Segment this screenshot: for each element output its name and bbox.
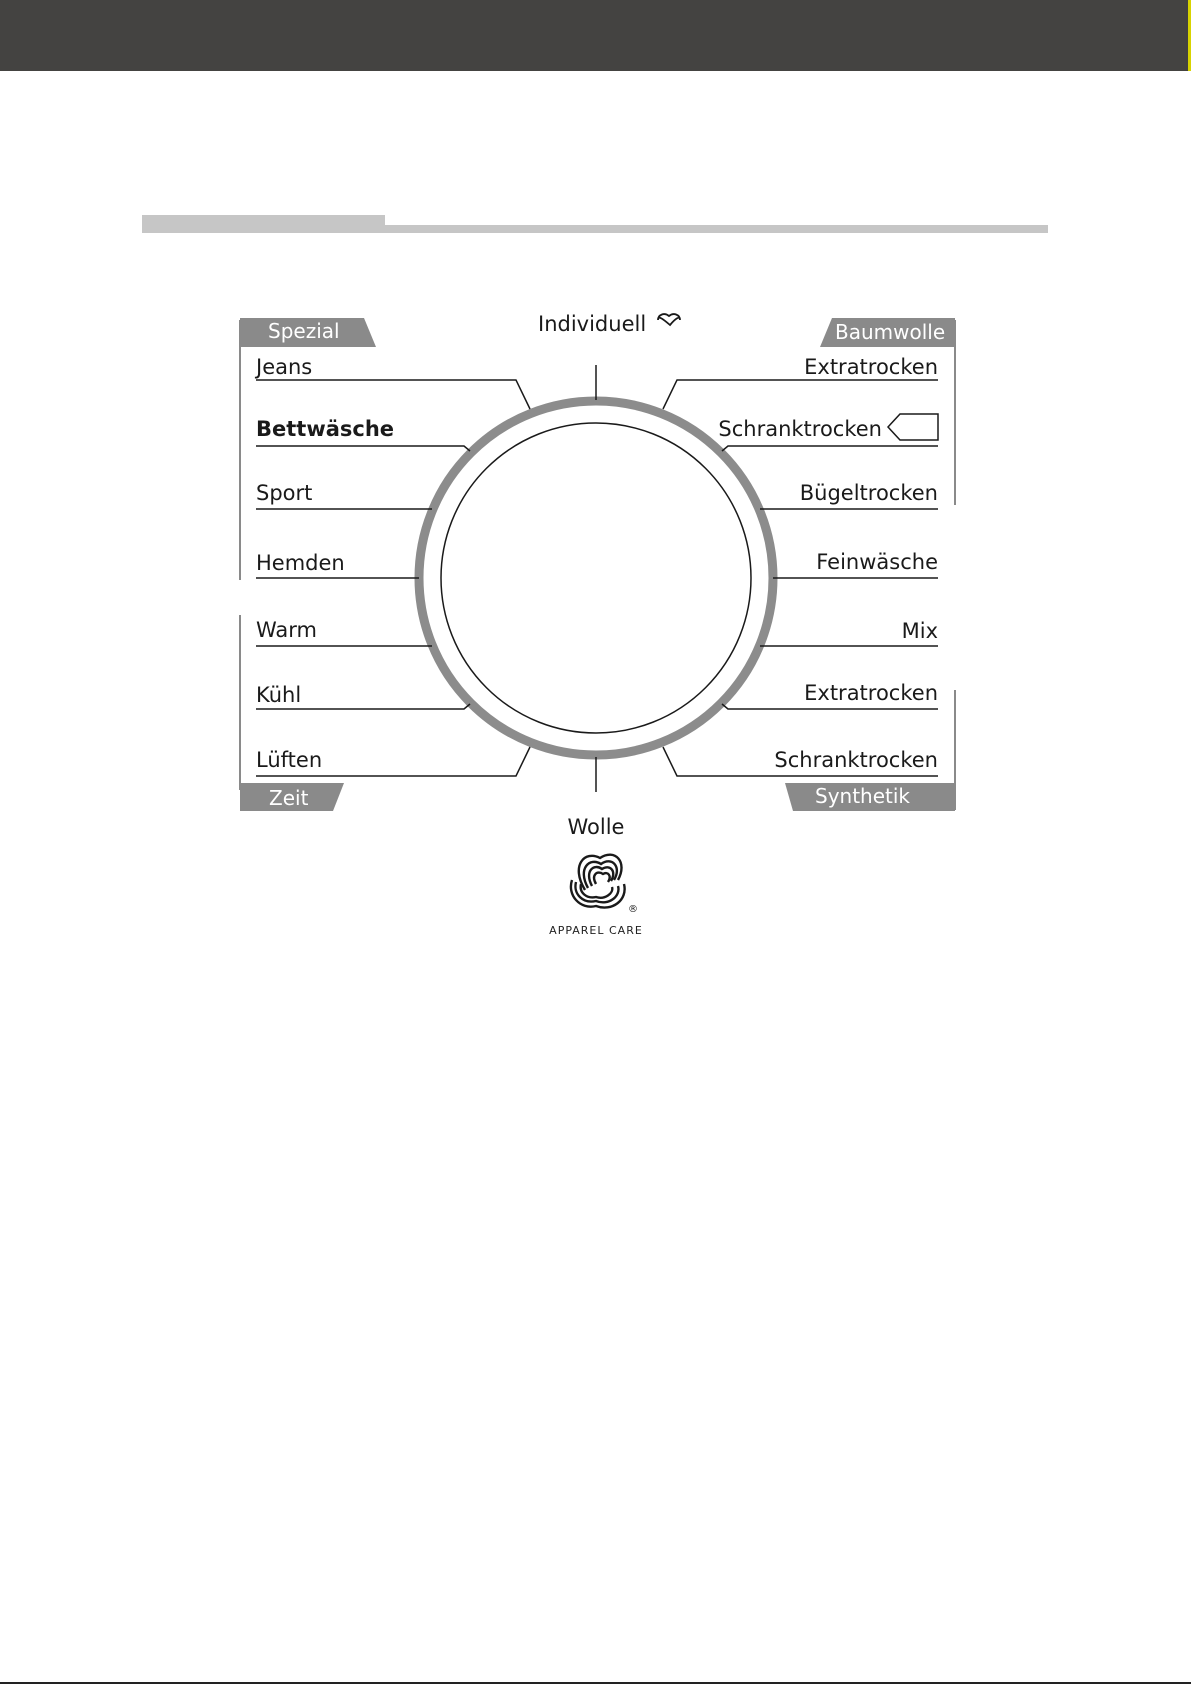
registered-mark: ® bbox=[628, 904, 638, 915]
label-buegeltrocken: Bügeltrocken bbox=[799, 481, 938, 505]
eco-tag-icon bbox=[888, 414, 938, 440]
dial-inner-ring bbox=[441, 423, 751, 733]
label-extratrocken-synthetik: Extratrocken bbox=[804, 681, 938, 705]
synthetik-tab bbox=[785, 783, 955, 811]
zeit-label: Zeit bbox=[269, 786, 309, 810]
label-schranktrocken-synthetik: Schranktrocken bbox=[774, 748, 938, 772]
label-feinwaesche: Feinwäsche bbox=[816, 550, 938, 574]
woolmark-logo bbox=[549, 855, 643, 937]
label-extratrocken-baumwolle: Extratrocken bbox=[804, 355, 938, 379]
label-jeans: Jeans bbox=[256, 355, 313, 379]
label-individuell: Individuell bbox=[538, 312, 647, 336]
synthetik-label: Synthetik bbox=[815, 784, 911, 808]
label-lueften: Lüften bbox=[256, 748, 323, 772]
baumwolle-tab bbox=[820, 318, 955, 347]
label-sport: Sport bbox=[256, 481, 313, 505]
label-warm: Warm bbox=[256, 618, 318, 642]
label-schranktrocken-baumwolle: Schranktrocken bbox=[718, 417, 882, 441]
label-kuehl: Kühl bbox=[256, 683, 302, 707]
label-mix: Mix bbox=[901, 619, 938, 643]
footer-rule bbox=[0, 1682, 1191, 1684]
leader-extratrocken-baumwolle bbox=[663, 380, 938, 409]
baumwolle-label: Baumwolle bbox=[835, 320, 946, 344]
woolmark-caption: APPAREL CARE bbox=[549, 924, 643, 937]
leader-bettwaesche bbox=[256, 446, 470, 451]
label-hemden: Hemden bbox=[256, 551, 345, 575]
spezial-tab bbox=[240, 318, 376, 347]
label-bettwaesche: Bettwäsche bbox=[256, 417, 395, 441]
dial-outer-ring bbox=[419, 401, 773, 755]
heart-icon bbox=[658, 314, 680, 325]
leader-schranktrocken-baumwolle bbox=[722, 446, 938, 451]
label-wolle: Wolle bbox=[567, 815, 625, 839]
spezial-label: Spezial bbox=[268, 319, 340, 343]
zeit-tab bbox=[240, 783, 344, 811]
leader-jeans bbox=[256, 380, 530, 409]
